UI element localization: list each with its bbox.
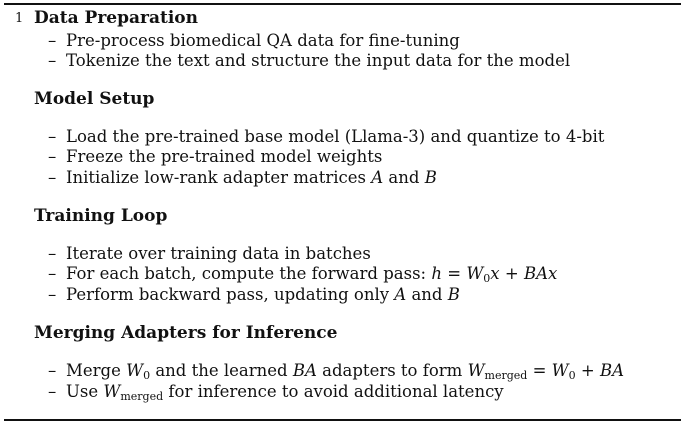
item-text: For each batch, compute the forward pass: [66,264,432,283]
math-symbol: W [126,361,144,380]
math-subscript: merged [120,390,164,403]
dash-bullet: – [48,147,57,166]
heading-data-preparation: Data Preparation [34,8,198,28]
item-text: Tokenize the text and structure the input data for the model [66,51,571,70]
item-text: and [406,285,448,304]
math-operator: = [527,361,552,380]
dash-bullet: – [48,31,57,50]
list-item [48,244,371,264]
math-symbol: W [103,382,121,401]
math-symbol: B [424,168,437,187]
list-item [48,147,382,167]
math-symbol: B [447,285,460,304]
item-text: Iterate over training data in batches [66,244,371,263]
item-text: and [383,168,425,187]
math-symbol: W [467,361,485,380]
item-text: Pre-process biomedical QA data for fine-tuning [66,31,460,50]
list-item [48,127,604,147]
heading-model-setup: Model Setup [34,89,155,109]
math-symbol: h [431,264,442,283]
math-symbol: x [490,264,500,283]
item-text: Merge [66,361,127,380]
dash-bullet: – [48,285,57,304]
math-symbol: BA [599,361,624,380]
dash-bullet: – [48,127,57,146]
dash-bullet: – [48,382,57,401]
math-symbol: A [371,168,384,187]
item-text: Perform backward pass, updating only [66,285,395,304]
list-item [48,285,460,305]
dash-bullet: – [48,168,57,187]
math-subscript: merged [484,369,528,382]
math-symbol: W [466,264,484,283]
math-symbol: A [394,285,407,304]
item-text: and the learned [150,361,293,380]
top-rule [4,3,681,5]
dash-bullet: – [48,264,57,283]
item-text: Use [66,382,104,401]
math-operator: + [499,264,524,283]
item-text: for inference to avoid additional latency [163,382,504,401]
math-symbol: BAx [523,264,558,283]
item-text: adapters to form [316,361,468,380]
dash-bullet: – [48,51,57,70]
list-item [48,168,437,188]
list-item [48,264,557,284]
bottom-rule [4,419,681,421]
heading-merging-adapters: Merging Adapters for Inference [34,323,338,343]
list-item [48,31,460,51]
math-subscript: 0 [568,369,576,382]
math-subscript: 0 [143,369,151,382]
math-operator: + [575,361,600,380]
item-text: Initialize low-rank adapter matrices [66,168,372,187]
dash-bullet: – [48,361,57,380]
heading-training-loop: Training Loop [34,206,168,226]
list-item [48,361,624,381]
list-item [48,51,570,71]
math-symbol: W [551,361,569,380]
math-subscript: 0 [483,272,491,285]
item-text: Load the pre-trained base model (Llama-3) and quantize to 4-bit [66,127,605,146]
item-text: Freeze the pre-trained model weights [66,147,383,166]
line-number: 1 [15,11,24,26]
dash-bullet: – [48,244,57,263]
math-symbol: BA [292,361,317,380]
list-item [48,382,504,402]
math-operator: = [442,264,467,283]
